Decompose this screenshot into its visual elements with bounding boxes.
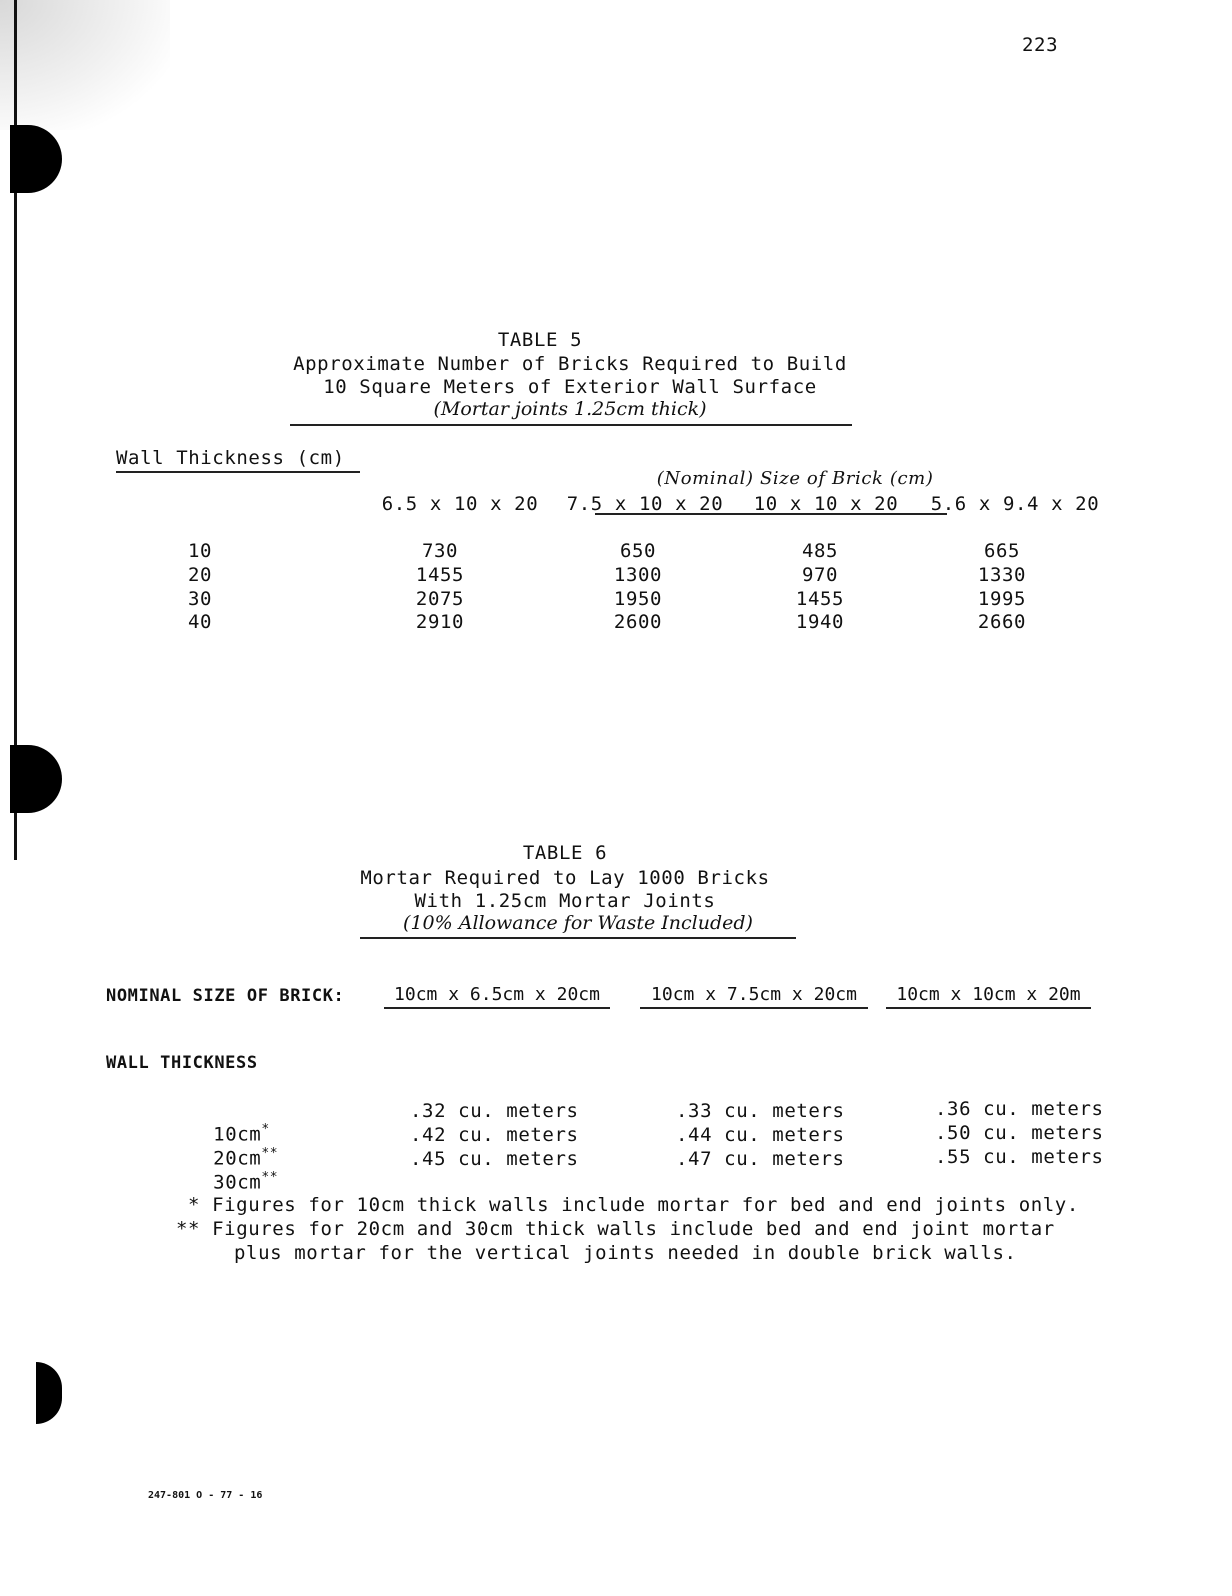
table5-cell: 2600	[613, 611, 663, 633]
punch-hole-top	[10, 125, 62, 193]
row-thickness-text: 30cm	[213, 1171, 262, 1194]
table6-cell: .50 cu. meters	[935, 1122, 1104, 1144]
table6-title-line1: Mortar Required to Lay 1000 Bricks	[360, 867, 770, 889]
table5-cell: 485	[801, 540, 839, 562]
col-group-header-text: (Nominal) Size of Brick (cm)	[656, 468, 934, 489]
table6-subtitle: (10% Allowance for Waste Included)	[403, 912, 753, 934]
table5-row-thickness: 40	[188, 611, 213, 633]
table6-cell: .42 cu. meters	[410, 1124, 579, 1146]
table5-title-rule	[290, 424, 852, 426]
table5-col-header: 6.5 x 10 x 20	[381, 493, 539, 515]
scan-smudge	[0, 0, 170, 130]
table5-col-header: 5.6 x 9.4 x 20	[930, 493, 1100, 515]
punch-hole-bottom	[36, 1362, 62, 1424]
table6-wall-label: WALL THICKNESS	[106, 1053, 258, 1073]
table5-cell: 1455	[415, 564, 465, 586]
table6-title-rule	[360, 937, 796, 939]
table5-col-header: 7.5 x 10 x 20	[566, 493, 724, 515]
table6-cell: .36 cu. meters	[935, 1098, 1104, 1120]
table6-size-label: NOMINAL SIZE OF BRICK:	[106, 986, 345, 1006]
table5-cell: 1950	[613, 588, 663, 610]
table5-cell: 1995	[977, 588, 1027, 610]
punch-hole-middle	[10, 745, 62, 813]
table5-row-thickness: 30	[188, 588, 213, 610]
table5-cell: 1300	[613, 564, 663, 586]
table6-size-header: 10cm x 6.5cm x 20cm	[384, 984, 610, 1009]
footnote-mark: **	[261, 1170, 279, 1185]
table5-cell: 1940	[795, 611, 845, 633]
table5-row-thickness: 20	[188, 564, 213, 586]
table5-title-line1: Approximate Number of Bricks Required to Build	[293, 353, 847, 375]
footnote-mark: *	[261, 1122, 270, 1137]
table5-subtitle: (Mortar joints 1.25cm thick)	[433, 398, 707, 420]
footnote-single-star: * Figures for 10cm thick walls include mortar for bed and end joints only.	[188, 1194, 1079, 1216]
table5-cell: 970	[801, 564, 839, 586]
table6-cell: .47 cu. meters	[676, 1148, 845, 1170]
table5-cell: 1455	[795, 588, 845, 610]
table5-cell: 665	[983, 540, 1021, 562]
footnote-double-star: ** Figures for 20cm and 30cm thick walls include bed and end joint mortar	[176, 1218, 1055, 1240]
table6-title-line2: With 1.25cm Mortar Joints	[414, 890, 716, 912]
table6-label: TABLE 6	[522, 842, 608, 864]
table5-row-thickness: 10	[188, 540, 213, 562]
table5-row-header: Wall Thickness (cm)	[116, 447, 360, 473]
table6-cell: .32 cu. meters	[410, 1100, 579, 1122]
table6-cell: .45 cu. meters	[410, 1148, 579, 1170]
table6-cell: .55 cu. meters	[935, 1146, 1104, 1168]
footnote-mark: **	[261, 1146, 279, 1161]
table5-cell: 2660	[977, 611, 1027, 633]
table5-title-line2: 10 Square Meters of Exterior Wall Surface	[323, 376, 817, 398]
table6-size-header: 10cm x 7.5cm x 20cm	[640, 984, 868, 1009]
table5-cell: 730	[421, 540, 459, 562]
table6-cell: .44 cu. meters	[676, 1124, 845, 1146]
table6-size-header: 10cm x 10cm x 20m	[886, 984, 1091, 1009]
table5-cell: 2910	[415, 611, 465, 633]
print-code: 247-801 O - 77 - 16	[148, 1490, 263, 1501]
row-thickness-text: 20cm	[213, 1147, 262, 1170]
table5-col-header: 10 x 10 x 20	[753, 493, 899, 515]
table5-cell: 1330	[977, 564, 1027, 586]
table6-cell: .33 cu. meters	[676, 1100, 845, 1122]
table5-label: TABLE 5	[497, 329, 583, 351]
table5-cell: 2075	[415, 588, 465, 610]
table5-cell: 650	[619, 540, 657, 562]
page-number: 223	[1022, 34, 1059, 56]
footnote-double-star-cont: plus mortar for the vertical joints needed in double brick walls.	[234, 1242, 1017, 1264]
row-thickness-text: 10cm	[213, 1123, 262, 1146]
